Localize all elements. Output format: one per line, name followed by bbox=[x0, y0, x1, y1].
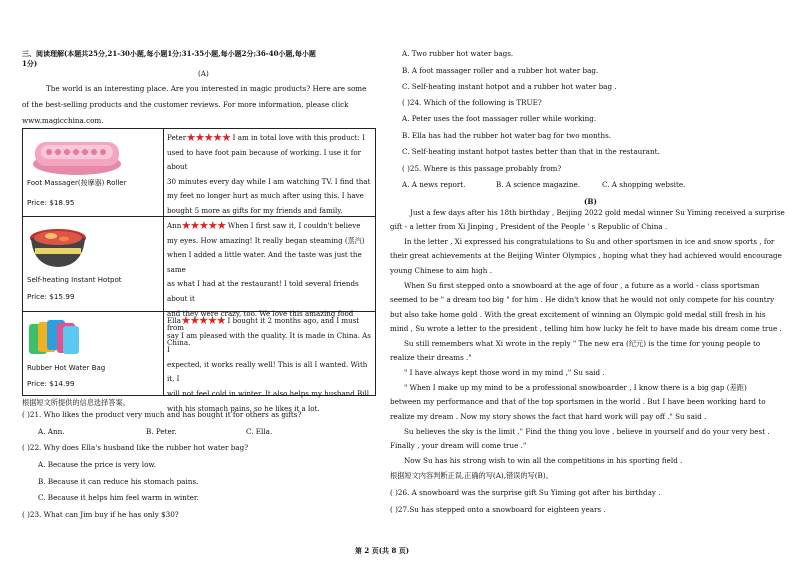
product-price: Price: $15.99 bbox=[27, 292, 75, 301]
passage-b-line: Finally , your dream will come true ." bbox=[390, 441, 527, 450]
passage-b-line: realize my dream . Now my story shows the fact that hard work will pay off ." Su said . bbox=[390, 412, 707, 421]
q21-option-c: C. Ella. bbox=[246, 427, 273, 436]
passage-a-label: (A) bbox=[198, 69, 209, 78]
review-text: China. bbox=[167, 337, 191, 347]
passage-b-line: gift - a letter from Xi Jinping , President of the People ' s Republic of China . bbox=[390, 222, 668, 231]
review-ella bbox=[167, 314, 371, 416]
product-name: Foot Massager(按摩器) Roller bbox=[27, 179, 127, 187]
intro-line-1: The world is an interesting place. Are you interested in magic products? Here are some bbox=[46, 84, 367, 93]
review-peter bbox=[167, 131, 371, 219]
reviewer-name: Ella bbox=[167, 316, 181, 325]
review-text: expected, it works really well! This is all I wanted. With it, I bbox=[167, 359, 368, 384]
product-price: Price: $18.95 bbox=[27, 198, 75, 207]
passage-b-line: their great achievements at the Beijing Winter Olympics , hoping what they had achieved would encourage bbox=[390, 251, 782, 260]
question-21: ( )21. Who likes the product very much and has bought it for others as gifts? bbox=[22, 410, 302, 419]
passage-b-line: " When I make up my mind to be a professional snowboarder , I know there is a big gap (差距) bbox=[404, 383, 747, 392]
hotpot-image bbox=[27, 224, 89, 270]
q25-option-a: A. A news report. bbox=[402, 180, 466, 189]
section-header-cont: 1分) bbox=[22, 59, 38, 68]
page-footer: 第 2 页(共 8 页) bbox=[355, 546, 410, 555]
product-row-massager bbox=[23, 129, 375, 217]
intro-line-2: of the best-selling products and the customer reviews. For more information, please click bbox=[22, 100, 349, 109]
passage-b-line: In the letter , Xi expressed his congratulations to Su and other sportsmen in ice and snow sports , for bbox=[404, 237, 775, 246]
q25-option-b: B. A science magazine. bbox=[496, 180, 581, 189]
rating-stars-icon: ★★★★★ bbox=[181, 219, 226, 232]
passage-b-line: Su believes the sky is the limit ." Find the thing you love , believe in yourself and do your very best . bbox=[404, 427, 770, 436]
review-text: with his stomach pains, so he likes it a lot. bbox=[167, 403, 320, 413]
product-name: Self-heating Instant Hotpot bbox=[27, 276, 122, 284]
q23-option-c: C. Self-heating instant hotpot and a rubber hot water bag . bbox=[402, 82, 617, 91]
passage-b-line: but also take home gold . With the great excitement of winning an Olympic gold medal still fresh in his bbox=[390, 310, 766, 319]
review-text: will not feel cold in winter. It also helps my husband Bill bbox=[167, 388, 370, 398]
section-header: 三、阅读理解(本题共25分,21-30小题,每小题1分;31-35小题,每小题2分;36-40小题,每小题 bbox=[22, 49, 316, 58]
q23-option-a: A. Two rubber hot water bags. bbox=[402, 49, 514, 58]
passage-b-line: Just a few days after his 18th birthday , Beijing 2022 gold medal winner Su Yiming received a surprise bbox=[410, 208, 785, 217]
foot-massager-image bbox=[27, 134, 125, 178]
review-text: say I am pleased with the quality. It is made in China. As I bbox=[167, 330, 371, 355]
passage-b-label: (B) bbox=[584, 197, 597, 206]
review-text: 30 minutes every day while I am watching TV. I find that bbox=[167, 176, 371, 186]
reviewer-name: Peter bbox=[167, 133, 187, 142]
passage-b-line: Su still remembers what Xi wrote in the reply " The new era (纪元) is the time for young people to bbox=[404, 339, 761, 348]
tf-instruction: 根据短文内容判断正误,正确的写(A),错误的写(B)。 bbox=[390, 471, 553, 480]
passage-b-line: mind , Su wrote a letter to the president , telling him how lucky he felt to have made his dream come true . bbox=[390, 324, 782, 333]
q23-option-b: B. A foot massager roller and a rubber hot water bag. bbox=[402, 66, 599, 75]
question-27: ( )27.Su has stepped onto a snowboard for eighteen years . bbox=[390, 505, 606, 514]
instruction: 根据短文所提供的信息选择答案。 bbox=[22, 398, 130, 407]
intro-line-3: www.magicchina.com. bbox=[22, 116, 104, 125]
reviewer-name: Ann bbox=[167, 221, 182, 230]
question-24: ( )24. Which of the following is TRUE? bbox=[402, 98, 542, 107]
q22-option-c: C. Because it helps him feel warm in winter. bbox=[38, 493, 199, 502]
review-text: as what I had at the restaurant! I told several friends about it bbox=[167, 279, 359, 303]
passage-b-line: When Su first stepped onto a snowboard at the age of four , a future as a world - class sportsman bbox=[404, 281, 760, 290]
rating-stars-icon: ★★★★★ bbox=[180, 314, 226, 327]
q22-option-a: A. Because the price is very low. bbox=[38, 460, 156, 469]
review-text: when I added a little water. And the taste was just the same bbox=[167, 250, 362, 274]
review-text: When I first saw it, I couldn't believe bbox=[227, 221, 361, 230]
question-25: ( )25. Where is this passage probably from? bbox=[402, 164, 562, 173]
question-23: ( )23. What can Jim buy if he has only $30? bbox=[22, 510, 179, 519]
hot-water-bag-image bbox=[27, 318, 81, 358]
review-text: my feet no longer hurt as much after using this. I have bbox=[167, 191, 364, 201]
passage-b-line: young Chinese to aim high . bbox=[390, 266, 492, 275]
passage-b-line: realize their dreams ." bbox=[390, 353, 472, 362]
review-text: used to have foot pain because of working. I use it for about bbox=[167, 147, 362, 172]
q24-option-c: C. Self-heating instant hotpot tastes better than that in the restaurant. bbox=[402, 147, 660, 156]
review-text: bought 5 more as gifts for my friends and family. bbox=[167, 205, 343, 215]
q21-option-a: A. Ann. bbox=[38, 427, 65, 436]
product-price: Price: $14.99 bbox=[27, 379, 75, 388]
review-text: I bought it 2 months ago, and I must bbox=[227, 316, 360, 325]
passage-b-line: between my performance and that of the top sportsmen in the world . But I have been working hard to bbox=[390, 397, 766, 406]
review-text: my eyes. How amazing! It really began steaming (蒸汽) bbox=[167, 235, 365, 245]
review-text: and they were crazy, too. We love this amazing food from bbox=[167, 308, 354, 333]
question-22: ( )22. Why does Ella's husband like the rubber hot water bag? bbox=[22, 443, 249, 452]
passage-b-line: " I have always kept those word in my mind ," Su said . bbox=[404, 368, 605, 377]
q24-option-a: A. Peter uses the foot massager roller while working. bbox=[402, 114, 597, 123]
q22-option-b: B. Because it can reduce his stomach pains. bbox=[38, 477, 199, 486]
passage-b-line: seemed to be " a dream too big " for him . He didn't know that he would not only compete for his country bbox=[390, 295, 775, 304]
q25-option-c: C. A shopping website. bbox=[602, 180, 686, 189]
question-26: ( )26. A snowboard was the surprise gift Su Yiming got after his birthday . bbox=[390, 488, 661, 497]
q24-option-b: B. Ella has had the rubber hot water bag for two months. bbox=[402, 131, 612, 140]
q21-option-b: B. Peter. bbox=[146, 427, 177, 436]
review-text: I am in total love with this product: I bbox=[232, 133, 365, 142]
rating-stars-icon: ★★★★★ bbox=[186, 131, 231, 144]
product-name: Rubber Hot Water Bag bbox=[27, 364, 106, 372]
passage-b-line: Now Su has his strong wish to win all the competitions in his sporting field . bbox=[404, 456, 683, 465]
